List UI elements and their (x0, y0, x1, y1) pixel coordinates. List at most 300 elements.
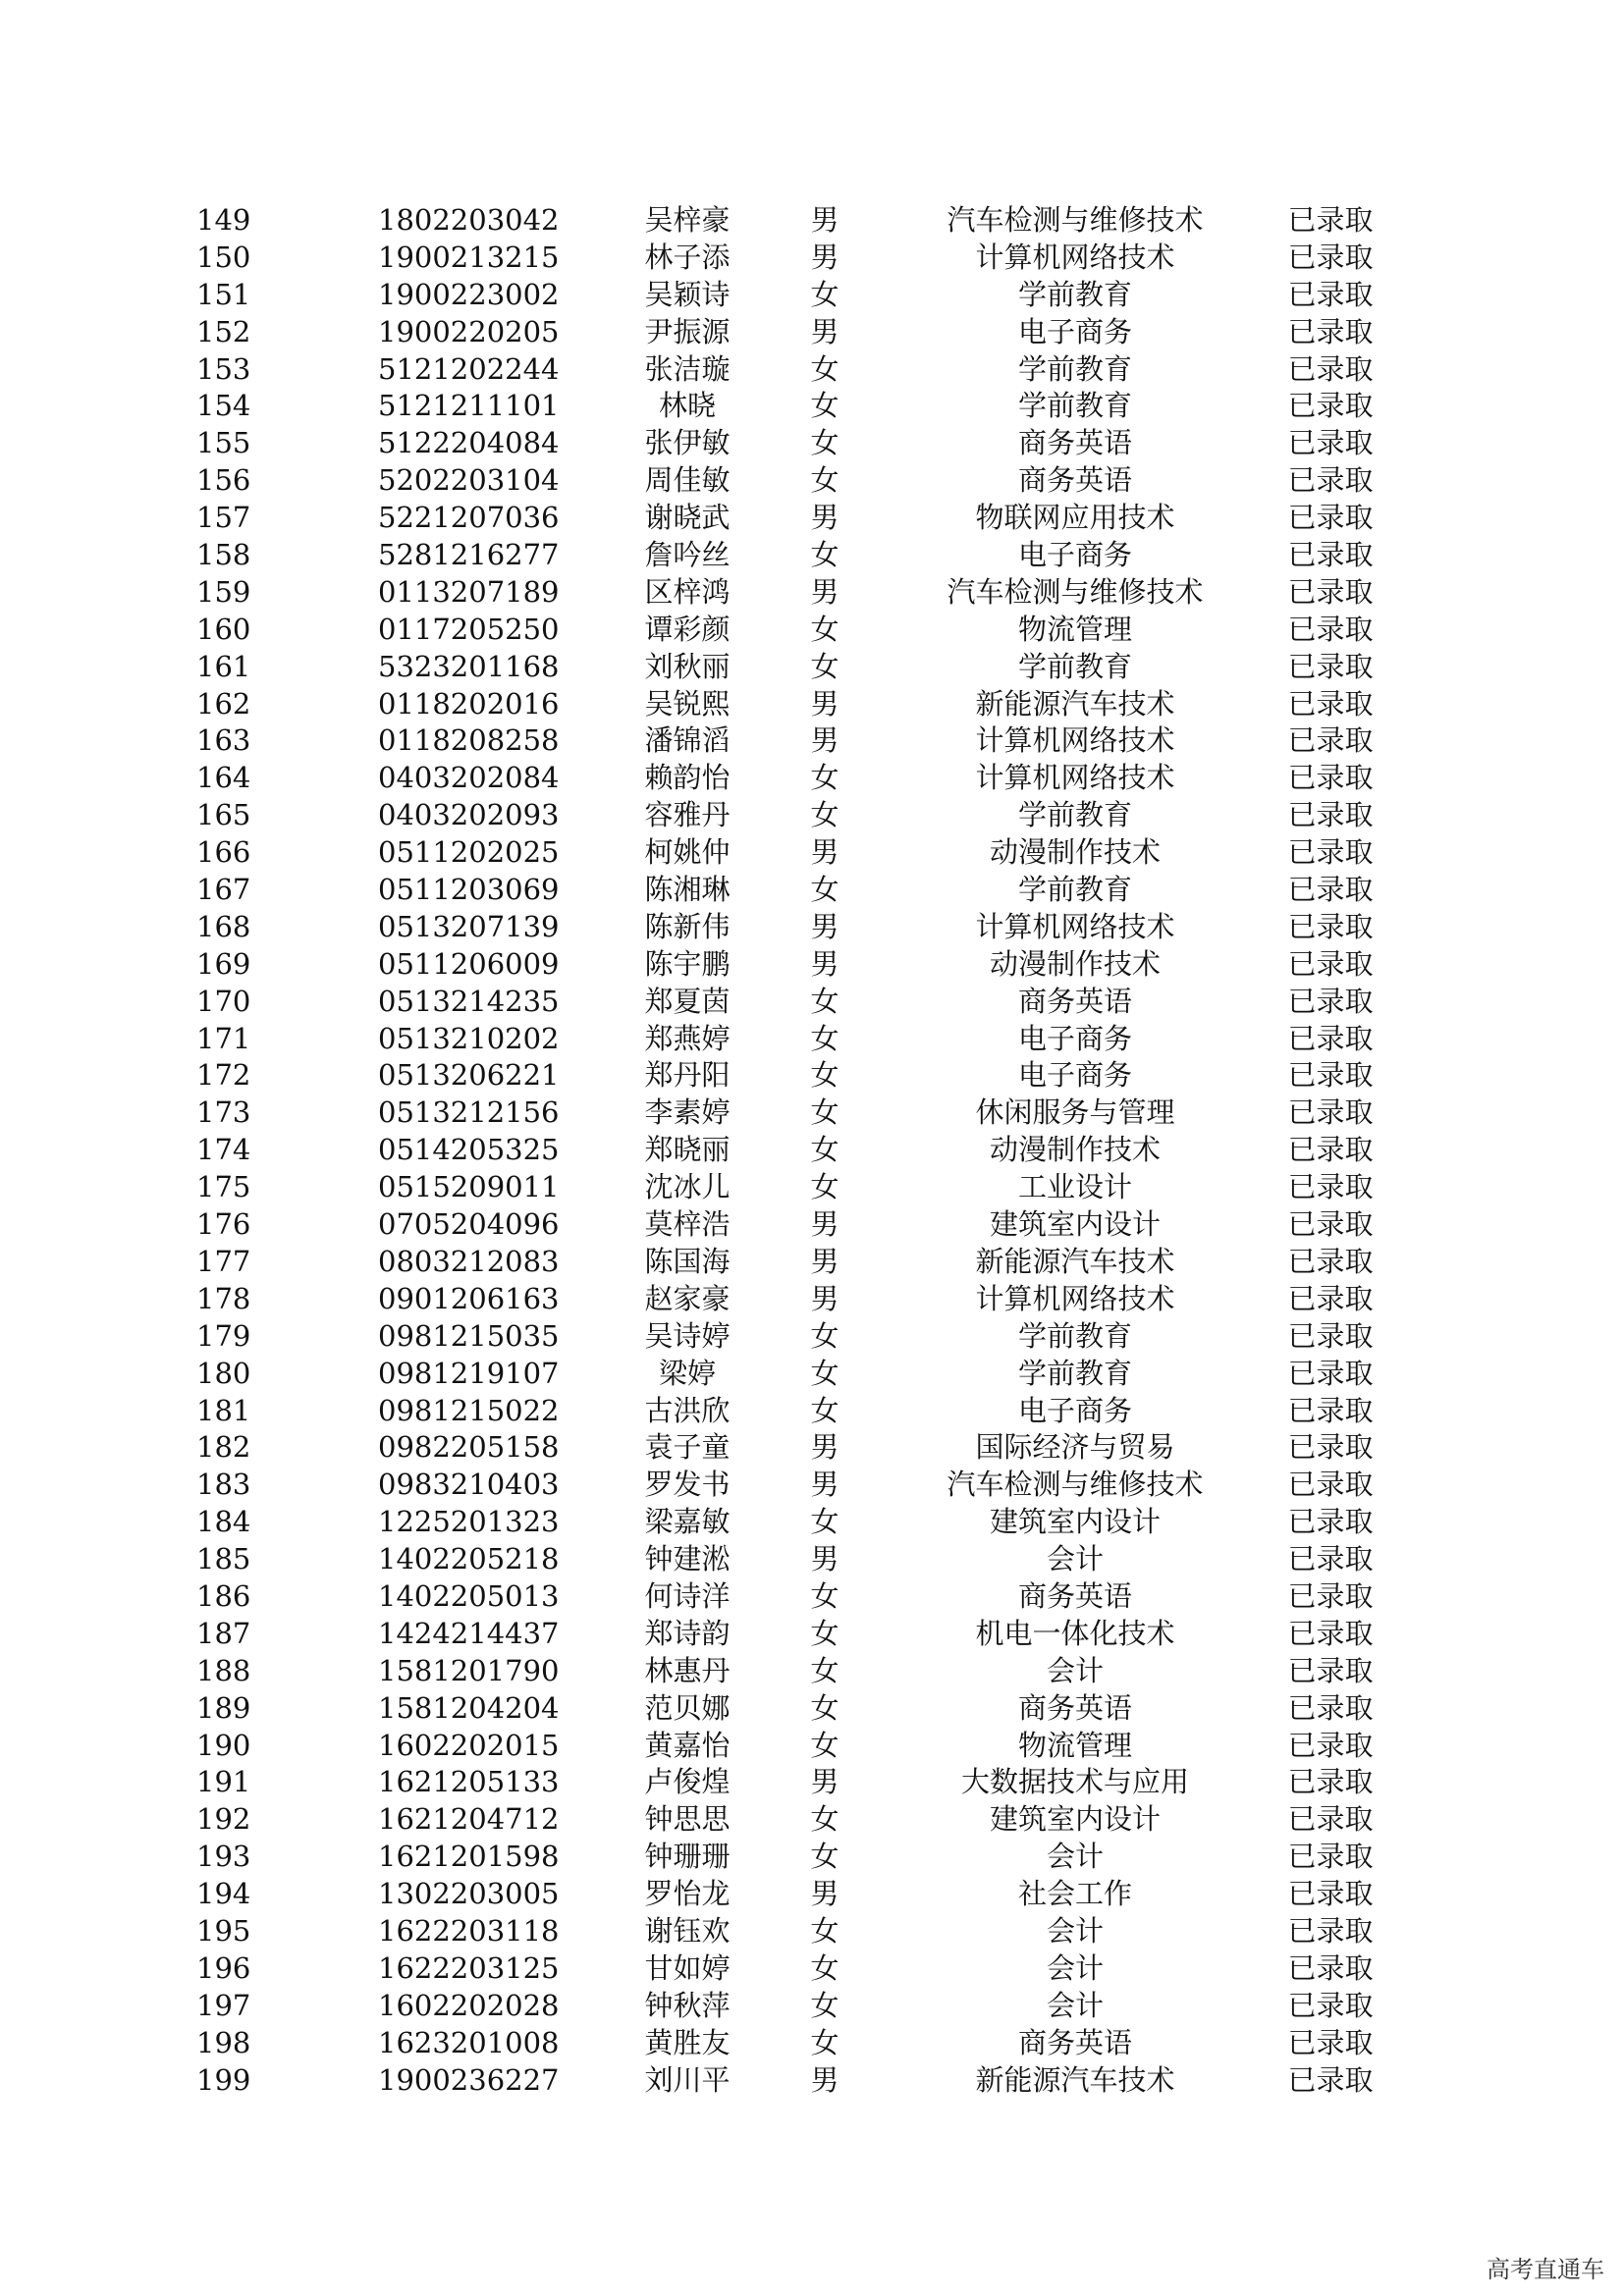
row-number: 190 (196, 1728, 251, 1762)
table-row (0, 240, 1624, 277)
table-row (0, 1690, 1624, 1728)
major-name: 新能源汽车技术 (975, 1244, 1175, 1278)
student-gender: 女 (810, 1318, 839, 1353)
student-id: 5122204084 (378, 426, 560, 460)
table-row (0, 1429, 1624, 1467)
table-row (0, 537, 1624, 574)
admission-status: 已录取 (1287, 1616, 1374, 1650)
student-id: 1900223002 (378, 277, 560, 311)
row-number: 160 (196, 612, 251, 646)
admission-status: 已录取 (1287, 1244, 1374, 1278)
row-number: 185 (196, 1542, 251, 1576)
row-number: 179 (196, 1318, 251, 1353)
student-name: 吴锐熙 (644, 686, 731, 721)
student-name: 潘锦滔 (644, 723, 731, 758)
major-name: 物流管理 (1017, 1728, 1132, 1762)
student-name: 吴颖诗 (644, 277, 731, 311)
row-number: 188 (196, 1653, 251, 1687)
student-gender: 女 (810, 1505, 839, 1539)
admission-status: 已录取 (1287, 501, 1374, 535)
table-row (0, 1244, 1624, 1281)
major-name: 物联网应用技术 (975, 501, 1175, 535)
student-id: 5281216277 (378, 538, 560, 572)
student-id: 0118208258 (378, 723, 560, 758)
major-name: 学前教育 (1017, 873, 1132, 907)
student-gender: 女 (810, 1170, 839, 1204)
major-name: 休闲服务与管理 (975, 1095, 1175, 1130)
student-name: 沈冰儿 (644, 1170, 731, 1204)
student-id: 0981219107 (378, 1356, 560, 1390)
student-id: 1581201790 (378, 1653, 560, 1687)
admission-status: 已录取 (1287, 1877, 1374, 1911)
student-id: 0511206009 (378, 946, 560, 981)
table-row (0, 2062, 1624, 2100)
major-name: 学前教育 (1017, 649, 1132, 683)
student-name: 郑夏茵 (644, 984, 731, 1018)
student-name: 詹吟丝 (644, 538, 731, 572)
major-name: 建筑室内设计 (989, 1207, 1161, 1242)
student-id: 0901206163 (378, 1281, 560, 1315)
student-id: 1225201323 (378, 1505, 560, 1539)
student-gender: 女 (810, 1021, 839, 1055)
admission-status: 已录取 (1287, 761, 1374, 795)
admission-status: 已录取 (1287, 835, 1374, 870)
student-gender: 女 (810, 1950, 839, 1985)
admission-status: 已录取 (1287, 240, 1374, 274)
major-name: 会计 (1046, 1913, 1104, 1948)
student-id: 5121202244 (378, 351, 560, 386)
student-id: 1602202028 (378, 1988, 560, 2022)
major-name: 社会工作 (1017, 1877, 1132, 1911)
student-name: 范贝娜 (644, 1690, 731, 1725)
student-id: 1621201598 (378, 1840, 560, 1874)
student-id: 0513206221 (378, 1058, 560, 1093)
major-name: 新能源汽车技术 (975, 686, 1175, 721)
student-gender: 男 (810, 314, 839, 348)
table-row (0, 1021, 1624, 1058)
major-name: 学前教育 (1017, 798, 1132, 832)
student-name: 柯姚仲 (644, 835, 731, 870)
row-number: 183 (196, 1468, 251, 1502)
student-gender: 女 (810, 351, 839, 386)
student-id: 0981215022 (378, 1393, 560, 1427)
table-row (0, 1467, 1624, 1504)
major-name: 大数据技术与应用 (960, 1765, 1189, 1799)
major-name: 动漫制作技术 (989, 835, 1161, 870)
student-id: 5323201168 (378, 649, 560, 683)
student-name: 甘如婷 (644, 1950, 731, 1985)
table-row (0, 1132, 1624, 1169)
student-gender: 男 (810, 1207, 839, 1242)
student-gender: 男 (810, 946, 839, 981)
table-row (0, 1281, 1624, 1318)
row-number: 187 (196, 1616, 251, 1650)
student-id: 0513207139 (378, 909, 560, 943)
student-name: 陈宇鹏 (644, 946, 731, 981)
row-number: 171 (196, 1021, 251, 1055)
table-row (0, 1988, 1624, 2025)
table-row (0, 1616, 1624, 1653)
student-name: 吴梓豪 (644, 203, 731, 237)
row-number: 157 (196, 501, 251, 535)
table-row (0, 574, 1624, 612)
row-number: 153 (196, 351, 251, 386)
student-gender: 女 (810, 1356, 839, 1390)
student-id: 1402205218 (378, 1542, 560, 1576)
student-id: 0118202016 (378, 686, 560, 721)
major-name: 建筑室内设计 (989, 1505, 1161, 1539)
admission-status: 已录取 (1287, 1318, 1374, 1353)
row-number: 170 (196, 984, 251, 1018)
admission-status: 已录取 (1287, 723, 1374, 758)
student-name: 钟秋萍 (644, 1988, 731, 2022)
student-name: 刘秋丽 (644, 649, 731, 683)
admission-status: 已录取 (1287, 314, 1374, 348)
student-id: 5202203104 (378, 463, 560, 498)
row-number: 158 (196, 538, 251, 572)
student-id: 0705204096 (378, 1207, 560, 1242)
admission-status: 已录取 (1287, 1430, 1374, 1465)
student-name: 张洁璇 (644, 351, 731, 386)
table-row (0, 1801, 1624, 1839)
table-row (0, 1950, 1624, 1988)
student-id: 1621205133 (378, 1765, 560, 1799)
student-gender: 男 (810, 909, 839, 943)
major-name: 电子商务 (1017, 538, 1132, 572)
student-gender: 女 (810, 2025, 839, 2059)
row-number: 169 (196, 946, 251, 981)
major-name: 动漫制作技术 (989, 946, 1161, 981)
table-row (0, 612, 1624, 649)
student-gender: 男 (810, 1430, 839, 1465)
table-row (0, 686, 1624, 723)
student-name: 尹振源 (644, 314, 731, 348)
row-number: 162 (196, 686, 251, 721)
row-number: 191 (196, 1765, 251, 1799)
student-gender: 男 (810, 723, 839, 758)
student-name: 林惠丹 (644, 1653, 731, 1687)
student-name: 黄嘉怡 (644, 1728, 731, 1762)
row-number: 176 (196, 1207, 251, 1242)
student-id: 0515209011 (378, 1170, 560, 1204)
row-number: 164 (196, 761, 251, 795)
row-number: 165 (196, 798, 251, 832)
student-id: 1402205013 (378, 1578, 560, 1613)
table-row (0, 2025, 1624, 2062)
table-row (0, 649, 1624, 686)
table-row (0, 760, 1624, 797)
student-id: 0981215035 (378, 1318, 560, 1353)
row-number: 175 (196, 1170, 251, 1204)
major-name: 会计 (1046, 1840, 1104, 1874)
student-id: 0982205158 (378, 1430, 560, 1465)
student-name: 谢钰欢 (644, 1913, 731, 1948)
major-name: 会计 (1046, 1653, 1104, 1687)
admission-status: 已录取 (1287, 946, 1374, 981)
admission-status: 已录取 (1287, 686, 1374, 721)
row-number: 167 (196, 873, 251, 907)
row-number: 166 (196, 835, 251, 870)
admission-status: 已录取 (1287, 1095, 1374, 1130)
major-name: 建筑室内设计 (989, 1802, 1161, 1837)
student-id: 5121211101 (378, 389, 560, 423)
admission-status: 已录取 (1287, 1058, 1374, 1093)
student-name: 赵家豪 (644, 1281, 731, 1315)
student-name: 谭彩颜 (644, 612, 731, 646)
table-row (0, 425, 1624, 462)
student-name: 陈新伟 (644, 909, 731, 943)
row-number: 174 (196, 1133, 251, 1167)
major-name: 计算机网络技术 (975, 761, 1175, 795)
student-gender: 女 (810, 873, 839, 907)
student-gender: 女 (810, 1133, 839, 1167)
student-id: 1802203042 (378, 203, 560, 237)
table-row (0, 388, 1624, 425)
admission-status: 已录取 (1287, 612, 1374, 646)
student-gender: 女 (810, 1690, 839, 1725)
student-id: 1623201008 (378, 2025, 560, 2059)
major-name: 学前教育 (1017, 1318, 1132, 1353)
major-name: 电子商务 (1017, 1021, 1132, 1055)
student-gender: 女 (810, 389, 839, 423)
student-name: 郑诗韵 (644, 1616, 731, 1650)
student-id: 0117205250 (378, 612, 560, 646)
student-id: 1581204204 (378, 1690, 560, 1725)
major-name: 机电一体化技术 (975, 1616, 1175, 1650)
table-row (0, 500, 1624, 537)
student-gender: 女 (810, 1653, 839, 1687)
admission-status: 已录取 (1287, 1468, 1374, 1502)
admission-status: 已录取 (1287, 1542, 1374, 1576)
row-number: 194 (196, 1877, 251, 1911)
row-number: 197 (196, 1988, 251, 2022)
major-name: 学前教育 (1017, 277, 1132, 311)
student-gender: 女 (810, 1393, 839, 1427)
row-number: 155 (196, 426, 251, 460)
row-number: 198 (196, 2025, 251, 2059)
student-gender: 女 (810, 1578, 839, 1613)
major-name: 计算机网络技术 (975, 240, 1175, 274)
student-gender: 男 (810, 574, 839, 609)
student-name: 何诗洋 (644, 1578, 731, 1613)
student-gender: 女 (810, 1913, 839, 1948)
table-row (0, 1728, 1624, 1765)
student-gender: 女 (810, 426, 839, 460)
admission-status: 已录取 (1287, 1281, 1374, 1315)
student-name: 林晓 (658, 389, 716, 423)
table-row (0, 1764, 1624, 1801)
student-name: 谢晓武 (644, 501, 731, 535)
table-row (0, 872, 1624, 909)
table-row (0, 1913, 1624, 1950)
admission-status: 已录取 (1287, 984, 1374, 1018)
table-row (0, 1318, 1624, 1356)
student-name: 陈湘琳 (644, 873, 731, 907)
table-row (0, 1578, 1624, 1616)
row-number: 192 (196, 1802, 251, 1837)
admission-status: 已录取 (1287, 1802, 1374, 1837)
student-gender: 男 (810, 1877, 839, 1911)
student-id: 1900236227 (378, 2062, 560, 2097)
table-row (0, 1839, 1624, 1876)
major-name: 国际经济与贸易 (975, 1430, 1175, 1465)
major-name: 物流管理 (1017, 612, 1132, 646)
student-id: 0511203069 (378, 873, 560, 907)
student-id: 0983210403 (378, 1468, 560, 1502)
row-number: 177 (196, 1244, 251, 1278)
student-name: 周佳敏 (644, 463, 731, 498)
major-name: 商务英语 (1017, 984, 1132, 1018)
major-name: 电子商务 (1017, 1393, 1132, 1427)
student-id: 0403202084 (378, 761, 560, 795)
row-number: 184 (196, 1505, 251, 1539)
admission-status: 已录取 (1287, 649, 1374, 683)
admission-status: 已录取 (1287, 1133, 1374, 1167)
student-gender: 男 (810, 1468, 839, 1502)
admission-status: 已录取 (1287, 1207, 1374, 1242)
student-id: 1621204712 (378, 1802, 560, 1837)
table-row (0, 1876, 1624, 1913)
row-number: 181 (196, 1393, 251, 1427)
admission-status: 已录取 (1287, 1840, 1374, 1874)
student-id: 1424214437 (378, 1616, 560, 1650)
admission-status: 已录取 (1287, 1356, 1374, 1390)
student-name: 黄胜友 (644, 2025, 731, 2059)
admission-status: 已录取 (1287, 1728, 1374, 1762)
row-number: 180 (196, 1356, 251, 1390)
admission-status: 已录取 (1287, 1988, 1374, 2022)
admission-status: 已录取 (1287, 351, 1374, 386)
table-row (0, 909, 1624, 946)
row-number: 186 (196, 1578, 251, 1613)
admission-status: 已录取 (1287, 463, 1374, 498)
major-name: 汽车检测与维修技术 (947, 203, 1204, 237)
student-name: 刘川平 (644, 2062, 731, 2097)
student-id: 0803212083 (378, 1244, 560, 1278)
major-name: 商务英语 (1017, 1578, 1132, 1613)
major-name: 学前教育 (1017, 389, 1132, 423)
student-name: 陈国海 (644, 1244, 731, 1278)
student-id: 0513212156 (378, 1095, 560, 1130)
student-name: 区梓鸿 (644, 574, 731, 609)
major-name: 电子商务 (1017, 314, 1132, 348)
student-name: 容雅丹 (644, 798, 731, 832)
admission-status: 已录取 (1287, 1653, 1374, 1687)
table-row (0, 1095, 1624, 1132)
student-name: 罗发书 (644, 1468, 731, 1502)
student-gender: 女 (810, 463, 839, 498)
student-gender: 女 (810, 761, 839, 795)
table-row (0, 946, 1624, 984)
student-gender: 男 (810, 2062, 839, 2097)
table-row (0, 314, 1624, 351)
major-name: 汽车检测与维修技术 (947, 574, 1204, 609)
student-gender: 女 (810, 798, 839, 832)
student-gender: 女 (810, 1728, 839, 1762)
table-row (0, 351, 1624, 389)
row-number: 151 (196, 277, 251, 311)
admission-status: 已录取 (1287, 389, 1374, 423)
row-number: 172 (196, 1058, 251, 1093)
row-number: 182 (196, 1430, 251, 1465)
admission-status: 已录取 (1287, 1690, 1374, 1725)
student-id: 1602202015 (378, 1728, 560, 1762)
row-number: 196 (196, 1950, 251, 1985)
student-gender: 男 (810, 1281, 839, 1315)
admission-status: 已录取 (1287, 1021, 1374, 1055)
student-gender: 女 (810, 1095, 839, 1130)
row-number: 195 (196, 1913, 251, 1948)
major-name: 学前教育 (1017, 351, 1132, 386)
student-id: 1622203125 (378, 1950, 560, 1985)
major-name: 电子商务 (1017, 1058, 1132, 1093)
major-name: 工业设计 (1017, 1170, 1132, 1204)
student-name: 赖韵怡 (644, 761, 731, 795)
student-gender: 女 (810, 1616, 839, 1650)
student-gender: 男 (810, 1765, 839, 1799)
student-id: 5221207036 (378, 501, 560, 535)
table-row (0, 1057, 1624, 1095)
row-number: 150 (196, 240, 251, 274)
row-number: 168 (196, 909, 251, 943)
major-name: 新能源汽车技术 (975, 2062, 1175, 2097)
row-number: 152 (196, 314, 251, 348)
student-name: 罗怡龙 (644, 1877, 731, 1911)
student-id: 0514205325 (378, 1133, 560, 1167)
student-gender: 男 (810, 686, 839, 721)
admission-status: 已录取 (1287, 1950, 1374, 1985)
admission-status: 已录取 (1287, 538, 1374, 572)
student-gender: 男 (810, 835, 839, 870)
student-gender: 女 (810, 1802, 839, 1837)
admission-status: 已录取 (1287, 798, 1374, 832)
student-gender: 女 (810, 1058, 839, 1093)
student-gender: 女 (810, 538, 839, 572)
table-row (0, 277, 1624, 314)
row-number: 159 (196, 574, 251, 609)
student-name: 梁嘉敏 (644, 1505, 731, 1539)
student-gender: 男 (810, 203, 839, 237)
table-row (0, 1541, 1624, 1578)
student-name: 莫梓浩 (644, 1207, 731, 1242)
admission-status: 已录取 (1287, 909, 1374, 943)
admission-list-table (0, 202, 1624, 2099)
table-row (0, 1206, 1624, 1244)
student-gender: 女 (810, 612, 839, 646)
student-gender: 男 (810, 240, 839, 274)
student-id: 1302203005 (378, 1877, 560, 1911)
student-gender: 女 (810, 649, 839, 683)
admission-status: 已录取 (1287, 426, 1374, 460)
row-number: 178 (196, 1281, 251, 1315)
student-name: 林子添 (644, 240, 731, 274)
table-row (0, 1356, 1624, 1393)
student-gender: 女 (810, 1988, 839, 2022)
student-name: 郑燕婷 (644, 1021, 731, 1055)
major-name: 会计 (1046, 1542, 1104, 1576)
table-row (0, 1504, 1624, 1541)
table-row (0, 834, 1624, 872)
student-gender: 男 (810, 1244, 839, 1278)
student-name: 梁婷 (658, 1356, 716, 1390)
table-row (0, 722, 1624, 760)
row-number: 163 (196, 723, 251, 758)
row-number: 189 (196, 1690, 251, 1725)
student-name: 古洪欣 (644, 1393, 731, 1427)
admission-status: 已录取 (1287, 2025, 1374, 2059)
admission-status: 已录取 (1287, 873, 1374, 907)
student-name: 钟思思 (644, 1802, 731, 1837)
